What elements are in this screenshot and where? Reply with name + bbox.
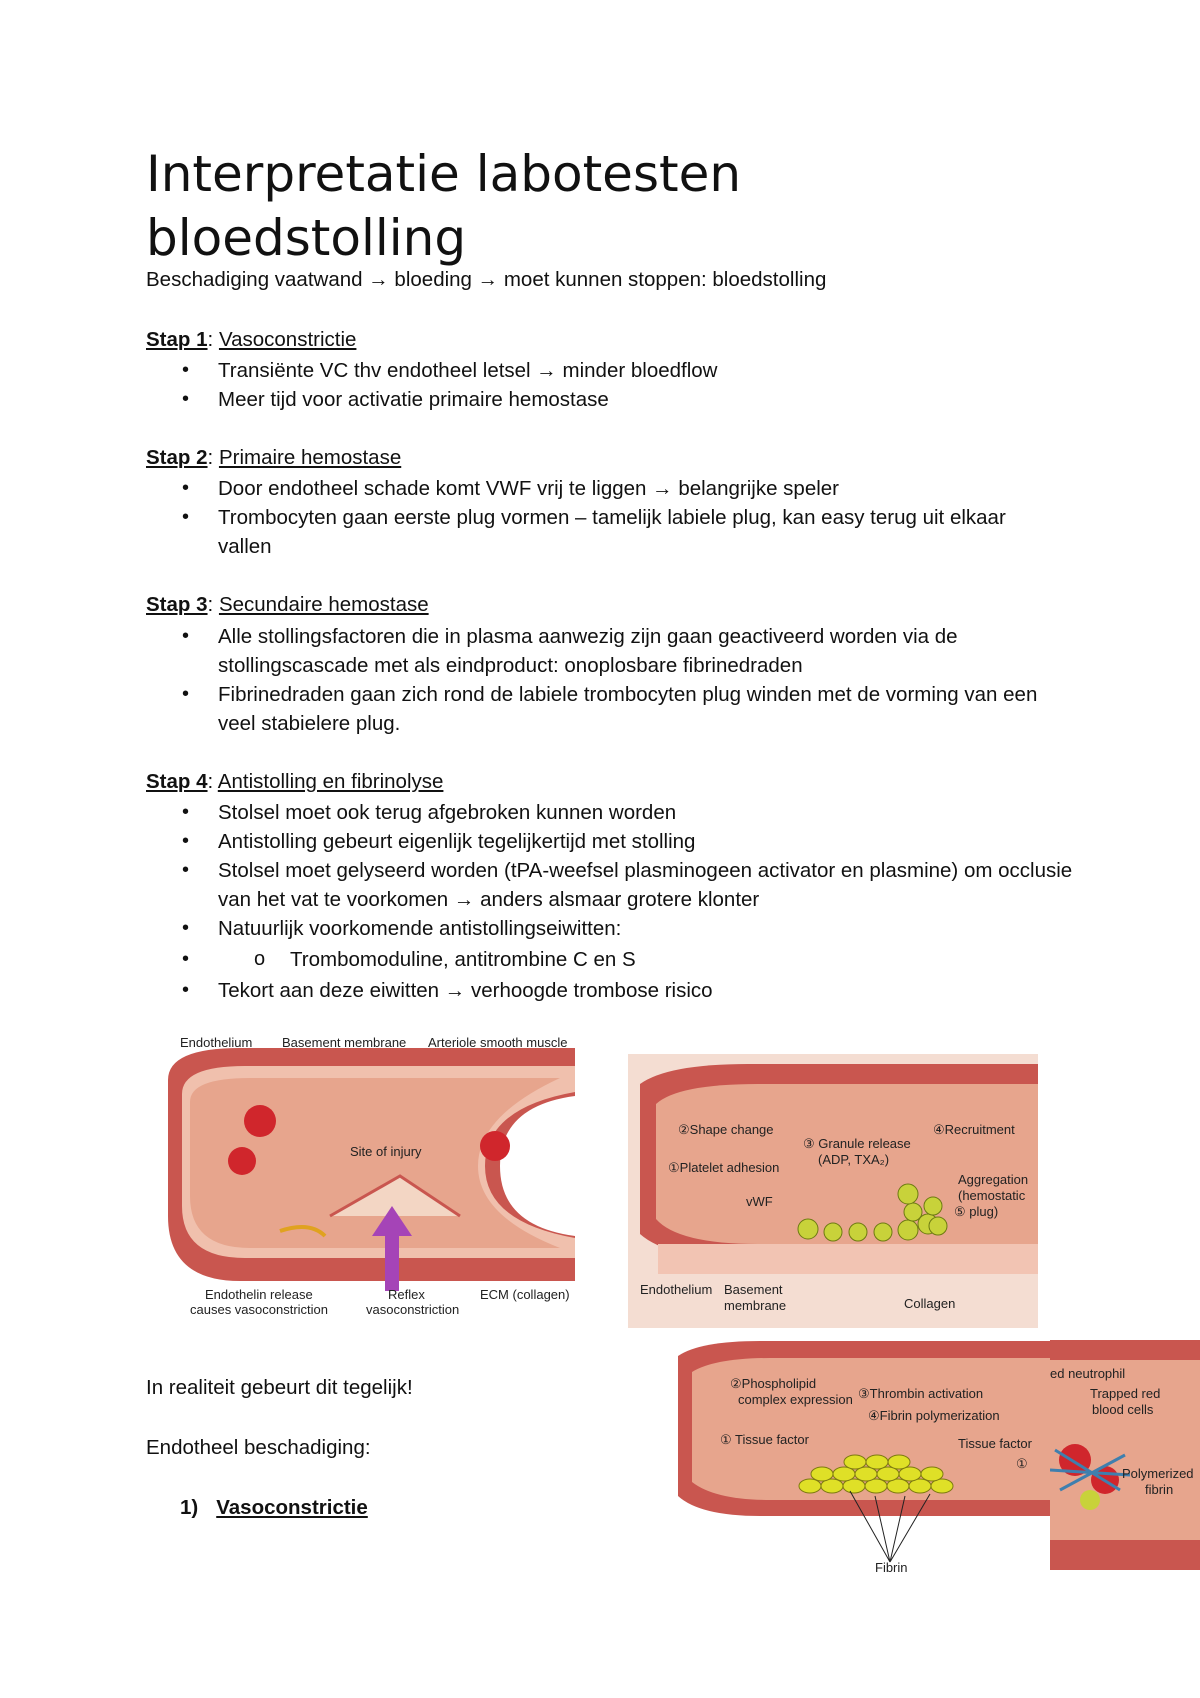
- label-neutrophil: ed neutrophil: [1050, 1366, 1126, 1381]
- page-title: Interpretatie labotesten bloedstolling: [146, 145, 742, 267]
- label-site-injury: Site of injury: [350, 1144, 422, 1159]
- label-endothelin-1: Endothelin release: [205, 1287, 313, 1302]
- label-vwf: vWF: [746, 1194, 773, 1209]
- endotheel-heading: Endotheel beschadiging:: [146, 1436, 371, 1459]
- step-2-heading: [146, 446, 401, 470]
- label-aggregation-2: (hemostatic: [958, 1188, 1026, 1203]
- list-item: • Stolsel moet ook terug afgebroken kunnen worden: [146, 798, 1086, 827]
- label-basement-2: membrane: [724, 1298, 787, 1313]
- label-trapped-2: blood cells: [1092, 1402, 1154, 1417]
- label-tissue-factor-2-num: ①: [1016, 1456, 1028, 1471]
- sub-list-wrap: [146, 945, 1076, 974]
- label-platelet-adhesion: ①Platelet adhesion: [668, 1160, 780, 1175]
- step-sep: :: [207, 328, 219, 351]
- sub-list-item: o • Trombomoduline, antitrombine C en S: [146, 945, 1076, 974]
- list-item: • Tekort aan deze eiwitten → verhoogde trombose risico: [146, 976, 1076, 1005]
- intro-text: Beschadiging vaatwand → bloeding → moet kunnen stoppen: bloedstolling: [146, 268, 827, 291]
- red-blood-cell: [228, 1147, 256, 1175]
- label-endothelium: Endothelium: [640, 1282, 713, 1297]
- label-aggregation-3: ⑤ plug): [954, 1204, 999, 1219]
- label-fibrin-polymerization: ④Fibrin polymerization: [868, 1408, 1000, 1423]
- list-item: • Transiënte VC thv endotheel letsel → minder bloedflow: [146, 356, 1076, 385]
- step-title: Primaire hemostase: [218, 446, 402, 469]
- step-3-heading: [146, 593, 429, 617]
- step-title: Antistolling en fibrinolyse: [217, 770, 444, 793]
- label-fibrin: Fibrin: [875, 1560, 908, 1575]
- step-4-sublist: [146, 945, 1076, 974]
- list-item: [146, 914, 1086, 943]
- step-label: Stap 2: [146, 446, 208, 469]
- label-ecm: ECM (collagen): [480, 1287, 570, 1302]
- vasoconstriction-figure: [160, 1036, 585, 1316]
- step-sep: :: [207, 593, 219, 616]
- label-reflex-1: Reflex: [388, 1287, 425, 1302]
- label-polymerized-2: fibrin: [1145, 1482, 1174, 1497]
- item-text: Vasoconstrictie: [216, 1496, 368, 1519]
- label-granule-1: ③ Granule release: [803, 1136, 911, 1151]
- label-endothelium: Endothelium: [180, 1036, 253, 1050]
- label-reflex-2: vasoconstriction: [366, 1302, 460, 1316]
- list-item: • Meer tijd voor activatie primaire hemostase: [146, 385, 1076, 414]
- step-2-list: [146, 474, 1016, 561]
- fibrin-clot-figure: [1050, 1340, 1200, 1570]
- step-label: Stap 1: [146, 328, 208, 351]
- label-tissue-factor-1: ① Tissue factor: [720, 1432, 809, 1447]
- list-item: • Antistolling gebeurt eigenlijk tegelijkertijd met stolling: [146, 827, 1086, 856]
- label-smooth-muscle: Arteriole smooth muscle: [428, 1036, 568, 1050]
- label-granule-2: (ADP, TXA₂): [818, 1152, 890, 1167]
- step-4-heading: [146, 770, 443, 794]
- collagen-layer: [658, 1244, 1038, 1274]
- numbered-item-1: [180, 1496, 368, 1520]
- label-basement-1: Basement: [724, 1282, 783, 1297]
- step-label: Stap 3: [146, 593, 208, 616]
- step-title: Secundaire hemostase: [218, 593, 429, 616]
- label-shape-change: ②Shape change: [678, 1122, 774, 1137]
- step-1-heading: [146, 328, 356, 352]
- list-item: • Fibrinedraden gaan zich rond de labiele trombocyten plug winden met de vorming van een veel stabielere plug.: [146, 680, 1046, 738]
- list-item: • Trombocyten gaan eerste plug vormen – tamelijk labiele plug, kan easy terug uit elkaar vallen: [146, 503, 1016, 561]
- label-endothelin-2: causes vasoconstriction: [190, 1302, 329, 1316]
- secondary-hemostasis-figure: [660, 1336, 1050, 1576]
- label-tissue-factor-2: Tissue factor: [958, 1436, 1032, 1451]
- label-basement: Basement membrane: [282, 1036, 407, 1050]
- red-blood-cell: [480, 1131, 510, 1161]
- step-3-list: [146, 622, 1046, 738]
- list-item: • Alle stollingsfactoren die in plasma aanwezig zijn gaan geactiveerd worden via de stollingscascade met als eindproduct: onoplosbare fibrinedraden: [146, 622, 1046, 680]
- label-trapped-1: Trapped red: [1090, 1386, 1161, 1401]
- label-phospholipid-1: ②Phospholipid: [730, 1376, 817, 1391]
- list-item-text: Natuurlijk voorkomende antistollingseiwitten:: [218, 917, 622, 940]
- step-sep: :: [207, 446, 219, 469]
- label-thrombin: ③Thrombin activation: [858, 1386, 984, 1401]
- label-polymerized-1: Polymerized: [1122, 1466, 1194, 1481]
- label-phospholipid-2: complex expression: [738, 1392, 853, 1407]
- step-label: Stap 4: [146, 770, 208, 793]
- primary-hemostasis-figure: [628, 1054, 1038, 1328]
- step-4-list: [146, 798, 1086, 943]
- list-item: • Stolsel moet gelyseerd worden (tPA-weefsel plasminogeen activator en plasmine) om occlusie van het vat te voorkomen → anders alsmaar grotere klonter: [146, 856, 1086, 914]
- step-4-list-end: [146, 976, 1076, 1005]
- red-blood-cell: [244, 1105, 276, 1137]
- list-item: • Door endotheel schade komt VWF vrij te liggen → belangrijke speler: [146, 474, 1016, 503]
- step-sep: :: [207, 770, 218, 793]
- item-number: 1): [180, 1496, 199, 1519]
- label-recruitment: ④Recruitment: [933, 1122, 1015, 1137]
- label-aggregation-1: Aggregation: [958, 1172, 1029, 1187]
- step-1-list: [146, 356, 1076, 414]
- step-title: Vasoconstrictie: [218, 328, 357, 351]
- reality-text: In realiteit gebeurt dit tegelijk!: [146, 1376, 413, 1399]
- label-collagen: Collagen: [904, 1296, 956, 1311]
